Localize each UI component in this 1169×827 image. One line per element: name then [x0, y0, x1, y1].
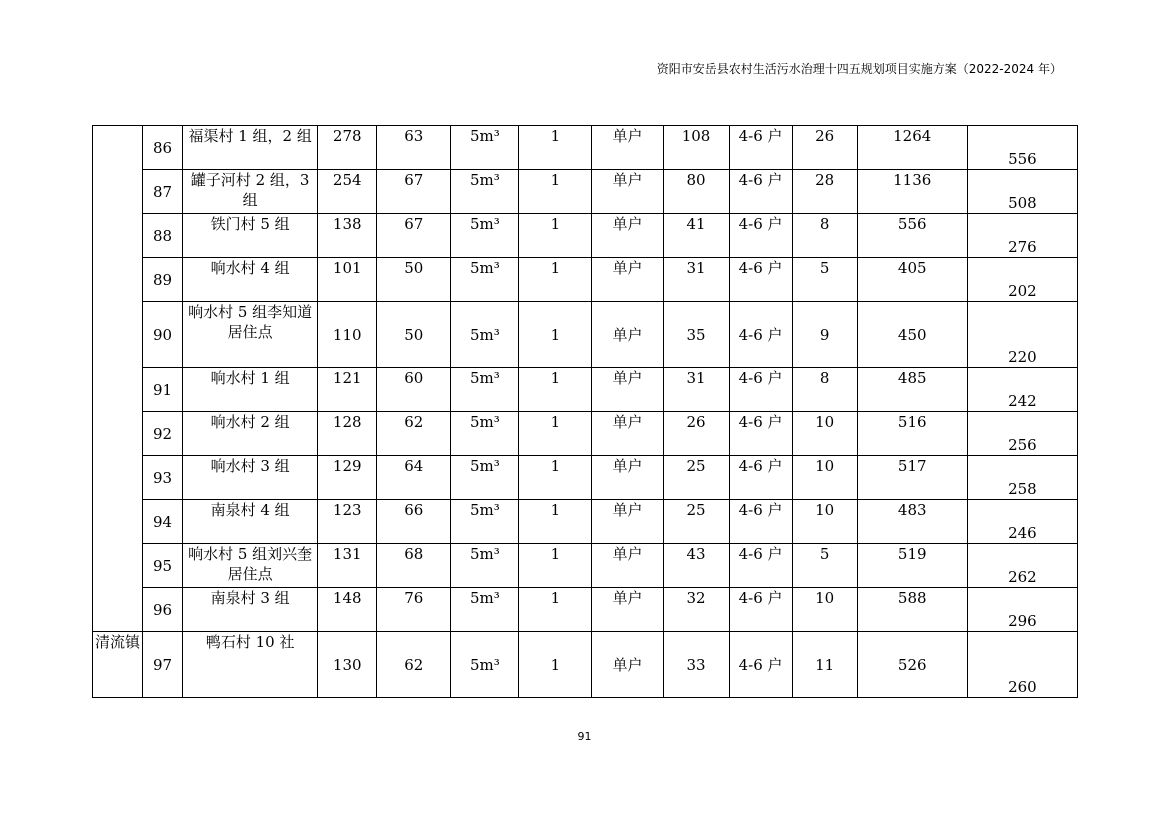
cell-value: 405 — [857, 258, 967, 302]
row-number: 94 — [143, 500, 183, 544]
row-number: 89 — [143, 258, 183, 302]
cell-value: 25 — [663, 500, 729, 544]
location-name: 响水村 5 组刘兴奎居住点 — [183, 544, 318, 588]
cell-value: 4-6 户 — [729, 170, 792, 214]
cell-value: 258 — [967, 456, 1077, 500]
cell-value: 62 — [377, 412, 451, 456]
cell-value: 128 — [318, 412, 377, 456]
cell-value: 66 — [377, 500, 451, 544]
location-name: 南泉村 4 组 — [183, 500, 318, 544]
cell-value: 4-6 户 — [729, 126, 792, 170]
cell-value: 296 — [967, 588, 1077, 632]
cell-value: 5m³ — [451, 214, 519, 258]
cell-value: 1 — [519, 500, 592, 544]
town-cell: 清流镇 — [93, 632, 143, 698]
town-cell — [93, 126, 143, 632]
cell-value: 单户 — [592, 302, 663, 368]
cell-value: 5m³ — [451, 500, 519, 544]
cell-value: 单户 — [592, 456, 663, 500]
cell-value: 254 — [318, 170, 377, 214]
document-header: 资阳市安岳县农村生活污水治理十四五规划项目实施方案（2022-2024 年） — [656, 62, 1062, 76]
cell-value: 单户 — [592, 632, 663, 698]
cell-value: 5m³ — [451, 258, 519, 302]
cell-value: 508 — [967, 170, 1077, 214]
cell-value: 5m³ — [451, 456, 519, 500]
cell-value: 5m³ — [451, 588, 519, 632]
row-number: 93 — [143, 456, 183, 500]
table-row — [93, 302, 1078, 368]
cell-value: 31 — [663, 258, 729, 302]
cell-value: 220 — [967, 302, 1077, 368]
cell-value: 单户 — [592, 170, 663, 214]
cell-value: 62 — [377, 632, 451, 698]
cell-value: 67 — [377, 214, 451, 258]
project-table — [92, 125, 1078, 698]
cell-value: 63 — [377, 126, 451, 170]
cell-value: 1 — [519, 214, 592, 258]
cell-value: 4-6 户 — [729, 632, 792, 698]
cell-value: 1 — [519, 258, 592, 302]
table-row — [93, 258, 1078, 302]
cell-value: 4-6 户 — [729, 412, 792, 456]
cell-value: 485 — [857, 368, 967, 412]
cell-value: 262 — [967, 544, 1077, 588]
table-row — [93, 500, 1078, 544]
cell-value: 1 — [519, 588, 592, 632]
cell-value: 4-6 户 — [729, 302, 792, 368]
location-name: 响水村 5 组李知道居住点 — [183, 302, 318, 368]
cell-value: 8 — [792, 214, 857, 258]
cell-value: 278 — [318, 126, 377, 170]
cell-value: 138 — [318, 214, 377, 258]
cell-value: 123 — [318, 500, 377, 544]
page-number: 91 — [577, 730, 592, 743]
cell-value: 101 — [318, 258, 377, 302]
cell-value: 4-6 户 — [729, 456, 792, 500]
cell-value: 519 — [857, 544, 967, 588]
cell-value: 单户 — [592, 214, 663, 258]
row-number: 88 — [143, 214, 183, 258]
cell-value: 41 — [663, 214, 729, 258]
cell-value: 130 — [318, 632, 377, 698]
cell-value: 4-6 户 — [729, 214, 792, 258]
cell-value: 131 — [318, 544, 377, 588]
location-name: 南泉村 3 组 — [183, 588, 318, 632]
location-name: 罐子河村 2 组，3 组 — [183, 170, 318, 214]
cell-value: 5m³ — [451, 126, 519, 170]
row-number: 86 — [143, 126, 183, 170]
cell-value: 450 — [857, 302, 967, 368]
table-row — [93, 214, 1078, 258]
cell-value: 单户 — [592, 544, 663, 588]
cell-value: 60 — [377, 368, 451, 412]
cell-value: 8 — [792, 368, 857, 412]
cell-value: 242 — [967, 368, 1077, 412]
cell-value: 单户 — [592, 500, 663, 544]
cell-value: 4-6 户 — [729, 258, 792, 302]
cell-value: 80 — [663, 170, 729, 214]
cell-value: 1 — [519, 456, 592, 500]
cell-value: 64 — [377, 456, 451, 500]
cell-value: 单户 — [592, 126, 663, 170]
cell-value: 35 — [663, 302, 729, 368]
cell-value: 246 — [967, 500, 1077, 544]
cell-value: 4-6 户 — [729, 500, 792, 544]
cell-value: 483 — [857, 500, 967, 544]
cell-value: 26 — [792, 126, 857, 170]
cell-value: 108 — [663, 126, 729, 170]
cell-value: 121 — [318, 368, 377, 412]
cell-value: 50 — [377, 258, 451, 302]
cell-value: 4-6 户 — [729, 544, 792, 588]
cell-value: 256 — [967, 412, 1077, 456]
table-row — [93, 456, 1078, 500]
cell-value: 5m³ — [451, 412, 519, 456]
row-number: 97 — [143, 632, 183, 698]
cell-value: 1 — [519, 302, 592, 368]
cell-value: 单户 — [592, 588, 663, 632]
location-name: 响水村 3 组 — [183, 456, 318, 500]
cell-value: 76 — [377, 588, 451, 632]
cell-value: 1136 — [857, 170, 967, 214]
table-row — [93, 632, 1078, 698]
cell-value: 5 — [792, 544, 857, 588]
cell-value: 1 — [519, 544, 592, 588]
cell-value: 202 — [967, 258, 1077, 302]
cell-value: 5m³ — [451, 302, 519, 368]
cell-value: 67 — [377, 170, 451, 214]
cell-value: 11 — [792, 632, 857, 698]
location-name: 福渠村 1 组，2 组 — [183, 126, 318, 170]
cell-value: 526 — [857, 632, 967, 698]
cell-value: 556 — [967, 126, 1077, 170]
cell-value: 31 — [663, 368, 729, 412]
cell-value: 4-6 户 — [729, 588, 792, 632]
cell-value: 32 — [663, 588, 729, 632]
location-name: 响水村 4 组 — [183, 258, 318, 302]
row-number: 91 — [143, 368, 183, 412]
cell-value: 10 — [792, 412, 857, 456]
cell-value: 5 — [792, 258, 857, 302]
location-name: 响水村 1 组 — [183, 368, 318, 412]
cell-value: 556 — [857, 214, 967, 258]
table-row — [93, 412, 1078, 456]
cell-value: 1 — [519, 412, 592, 456]
row-number: 96 — [143, 588, 183, 632]
cell-value: 25 — [663, 456, 729, 500]
cell-value: 5m³ — [451, 544, 519, 588]
cell-value: 129 — [318, 456, 377, 500]
table-row — [93, 170, 1078, 214]
cell-value: 5m³ — [451, 170, 519, 214]
cell-value: 9 — [792, 302, 857, 368]
location-name: 鸭石村 10 社 — [183, 632, 318, 698]
table-row — [93, 368, 1078, 412]
cell-value: 单户 — [592, 368, 663, 412]
row-number: 95 — [143, 544, 183, 588]
cell-value: 4-6 户 — [729, 368, 792, 412]
cell-value: 588 — [857, 588, 967, 632]
location-name: 响水村 2 组 — [183, 412, 318, 456]
cell-value: 1 — [519, 632, 592, 698]
cell-value: 33 — [663, 632, 729, 698]
cell-value: 10 — [792, 500, 857, 544]
cell-value: 5m³ — [451, 368, 519, 412]
cell-value: 276 — [967, 214, 1077, 258]
table-row — [93, 544, 1078, 588]
cell-value: 10 — [792, 588, 857, 632]
row-number: 92 — [143, 412, 183, 456]
row-number: 87 — [143, 170, 183, 214]
cell-value: 148 — [318, 588, 377, 632]
cell-value: 1 — [519, 368, 592, 412]
cell-value: 517 — [857, 456, 967, 500]
cell-value: 28 — [792, 170, 857, 214]
cell-value: 1264 — [857, 126, 967, 170]
table-row — [93, 588, 1078, 632]
cell-value: 5m³ — [451, 632, 519, 698]
cell-value: 260 — [967, 632, 1077, 698]
cell-value: 1 — [519, 126, 592, 170]
cell-value: 1 — [519, 170, 592, 214]
location-name: 铁门村 5 组 — [183, 214, 318, 258]
cell-value: 110 — [318, 302, 377, 368]
table-row — [93, 126, 1078, 170]
cell-value: 26 — [663, 412, 729, 456]
cell-value: 43 — [663, 544, 729, 588]
cell-value: 50 — [377, 302, 451, 368]
cell-value: 516 — [857, 412, 967, 456]
cell-value: 10 — [792, 456, 857, 500]
row-number: 90 — [143, 302, 183, 368]
cell-value: 单户 — [592, 258, 663, 302]
cell-value: 68 — [377, 544, 451, 588]
cell-value: 单户 — [592, 412, 663, 456]
